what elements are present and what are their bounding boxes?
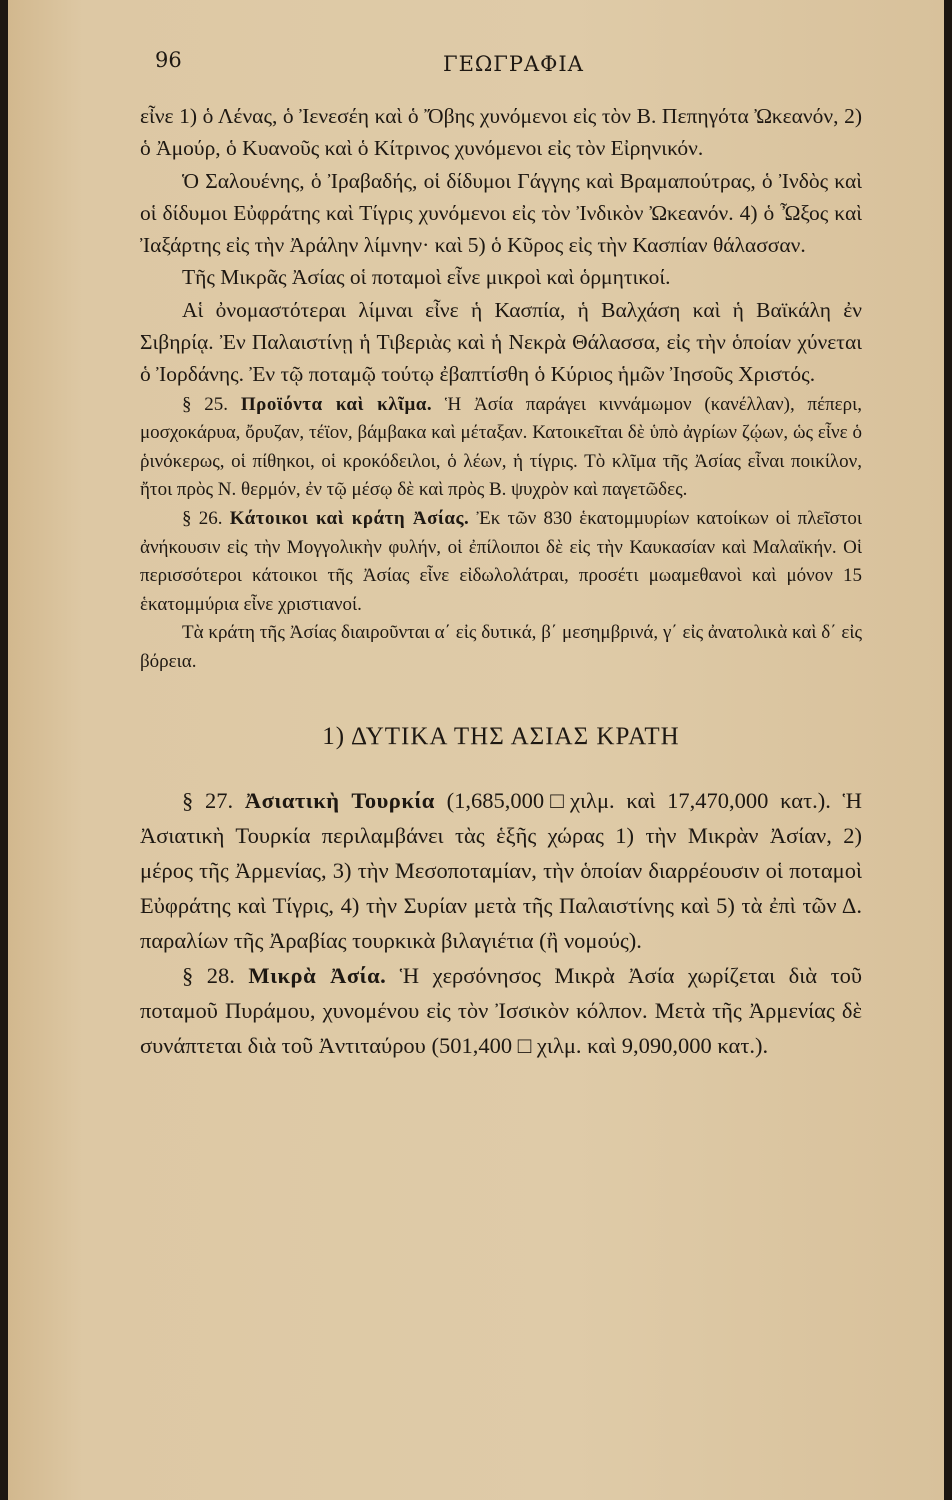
body-text <box>140 100 862 1063</box>
section-number: § 28. <box>182 962 235 988</box>
paragraph-rivers-north: εἶνε 1) ὁ Λένας, ὁ Ἰενεσέη καὶ ὁ Ὄβης χυνόμενοι εἰς τὸν Β. Πεπηγότα Ὠκεανόν, 2) ὁ Ἀμούρ, ὁ Κυανοῦς καὶ ὁ Κίτρινος χυνόμενοι εἰς τὸν Εἰρηνικόν. <box>140 104 862 161</box>
section-text: (1,685,000□χιλμ. καὶ 17,470,000 κατ.). Ἡ Ἀσιατικὴ Τουρκία περιλαμβάνει τὰς ἑξῆς χώρας 1) τὴν Μικρὰν Ἀσίαν, 2) μέρος τῆς Ἀρμενίας, 3) τὴν Μεσοποταμίαν, τὴν ὁποίαν διαρρέουσιν οἱ ποταμοὶ Εὐφράτης καὶ Τίγρις, 4) τὴν Συρίαν μετὰ τῆς Παλαιστίνης καὶ 5) τὰ ἐπὶ τῶν Δ. παραλίων τῆς Ἀραβίας τουρκικὰ βιλαγιέτια (ἢ νομούς). <box>140 787 862 953</box>
section-number: § 27. <box>182 787 234 813</box>
section-number: § 26. <box>182 508 223 530</box>
section-heading: Μικρὰ Ἀσία. <box>248 962 387 988</box>
section-text: Ἡ χερσόνησος Μικρὰ Ἀσία χωρίζεται διὰ τοῦ ποταμοῦ Πυράμου, χυνομένου εἰς τὸν Ἰσσικὸν κόλπον. Μετὰ τῆς Ἀρμενίας δὲ συνάπτεται διὰ τοῦ Ἀντιταύρου (501,400 □ χιλμ. καὶ 9,090,000 κατ.). <box>140 962 862 1058</box>
section-26-states: Τὰ κράτη τῆς Ἀσίας διαιροῦνται α΄ εἰς δυτικά, β΄ μεσημβρινά, γ΄ εἰς ἀνατολικὰ καὶ δ΄ εἰς βόρεια. <box>140 622 862 673</box>
section-heading: Κάτοικοι καὶ κράτη Ἀσίας. <box>229 508 470 530</box>
section-number: § 25. <box>182 393 229 415</box>
section-27 <box>140 783 862 958</box>
chapter-title: 1) ΔΥΤΙΚΑ ΤΗΣ ΑΣΙΑΣ ΚΡΑΤΗ <box>322 722 680 750</box>
section-25 <box>140 391 862 505</box>
section-26 <box>140 505 862 619</box>
section-text: Ἡ Ἀσία παράγει κιννάμωμον (κανέλλαν), πέπερι, μοσχοκάρυα, ὄρυζαν, τέϊον, βάμβακα καὶ μέταξαν. Κατοικεῖται δὲ ὑπὸ ἀγρίων ζῴων, ὡς εἶνε ὁ ῥινόκερως, οἱ πίθηκοι, οἱ κροκόδειλοι, ὁ λέων, ἡ τίγρις. Τὸ κλῖμα τῆς Ἀσίας εἶναι ποικίλον, ἤτοι πρὸς Ν. θερμόν, ἐν τῷ μέσῳ δὲ καὶ πρὸς Β. ψυχρὸν καὶ παγετῶδες. <box>140 393 863 501</box>
section-28 <box>140 958 862 1063</box>
section-text: Ἐκ τῶν 830 ἑκατομμυρίων κατοίκων οἱ πλεῖστοι ἀνήκουσιν εἰς τὴν Μογγολικὴν φυλήν, οἱ ἐπίλοιποι δὲ εἰς τὴν Καυκασίαν καὶ Μαλαϊκήν. Οἱ περισσότεροι κάτοικοι τῆς Ἀσίας εἶνε εἰδωλολάτραι, προσέτι μωαμεθανοὶ καὶ μόνον 15 ἑκατομμύρια εἶνε χριστιανοί. <box>140 508 863 615</box>
section-heading: Προϊόντα καὶ κλῖμα. <box>240 393 433 415</box>
paragraph-minor-asia-rivers: Τῆς Μικρᾶς Ἀσίας οἱ ποταμοὶ εἶνε μικροὶ καὶ ὁρμητικοί. <box>182 265 671 290</box>
running-title: ΓΕΩΓΡΑΦΙΑ <box>443 52 584 76</box>
page-header <box>143 40 863 80</box>
paragraph-lakes: Αἱ ὀνομαστότεραι λίμναι εἶνε ἡ Κασπία, ἡ Βαλχάση καὶ ἡ Βαϊκάλη ἐν Σιβηρίᾳ. Ἐν Παλαιστίνῃ ἡ Τιβεριὰς καὶ ἡ Νεκρὰ Θάλασσα, εἰς τὴν ὁποίαν χύνεται ὁ Ἰορδάνης. Ἐν τῷ ποταμῷ τούτῳ ἐβαπτίσθη ὁ Κύριος ἡμῶν Ἰησοῦς Χριστός. <box>140 297 862 387</box>
page-number: 96 <box>155 48 182 72</box>
section-heading: Ἀσιατικὴ Τουρκία <box>244 787 435 813</box>
book-page <box>8 0 944 1500</box>
paragraph-rivers-south: Ὁ Σαλουένης, ὁ Ἰραβαδής, οἱ δίδυμοι Γάγγης καὶ Βραμαπούτρας, ὁ Ἰνδὸς καὶ οἱ δίδυμοι Εὐφράτης καὶ Τίγρις χυνόμενοι εἰς τὸν Ἰνδικὸν Ὠκεανόν. 4) ὁ Ὦξος καὶ Ἰαξάρτης εἰς τὴν Ἀράλην λίμνην· καὶ 5) ὁ Κῦρος εἰς τὴν Κασπίαν θάλασσαν. <box>140 168 862 258</box>
